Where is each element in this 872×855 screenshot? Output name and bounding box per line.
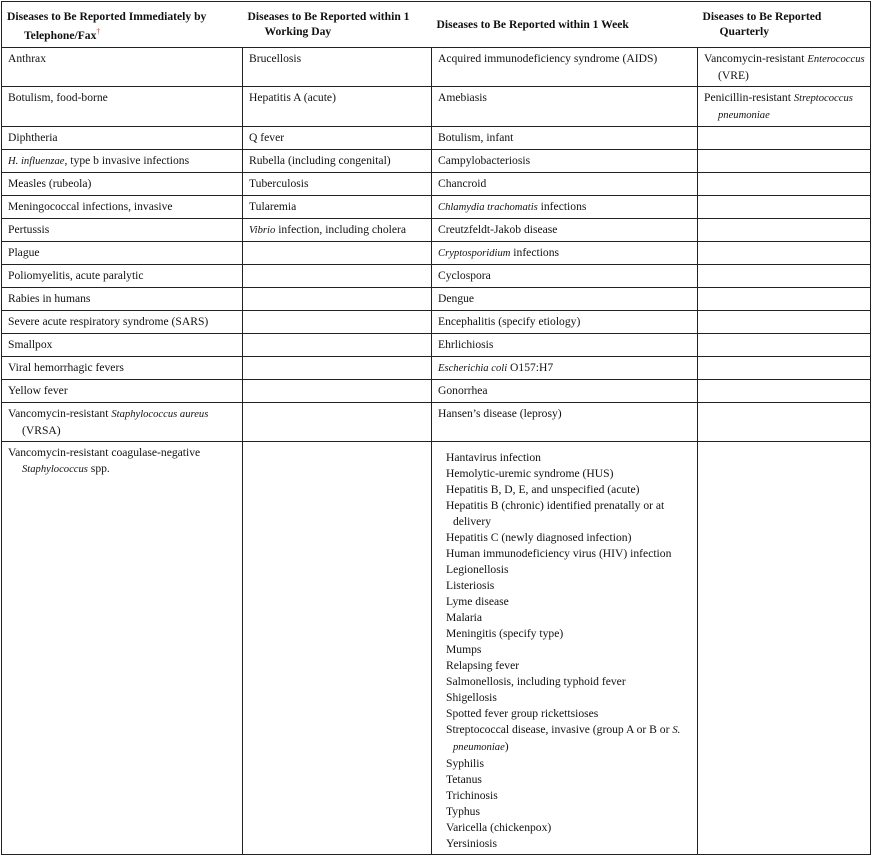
disease-text: Pertussis — [8, 222, 50, 236]
disease-text: Gonorrhea — [438, 383, 488, 397]
cell-col-3 — [432, 47, 698, 86]
disease-text: spp. — [87, 461, 110, 475]
table-row — [2, 195, 871, 218]
table-row — [2, 86, 871, 126]
table-row — [2, 356, 871, 379]
header-row — [2, 2, 871, 48]
disease-name — [8, 445, 237, 478]
disease-text: Cyclospora — [438, 268, 491, 282]
disease-text: O157:H7 — [507, 360, 554, 374]
table-row — [2, 287, 871, 310]
cell-col-2 — [243, 47, 432, 86]
disease-text: Mumps — [446, 642, 482, 656]
cell-col-4 — [698, 47, 871, 86]
disease-name — [249, 222, 426, 239]
cell-col-1 — [2, 379, 243, 402]
table-row — [2, 241, 871, 264]
disease-text: Syphilis — [446, 756, 485, 770]
list-item — [446, 642, 692, 658]
disease-text: Ehrlichiosis — [438, 337, 494, 351]
cell-col-4 — [698, 356, 871, 379]
cell-col-3 — [432, 356, 698, 379]
cell-col-3 — [432, 172, 698, 195]
disease-text: Creutzfeldt-Jakob disease — [438, 222, 558, 236]
disease-text: Measles (rubeola) — [8, 176, 92, 190]
cell-col-3 — [432, 264, 698, 287]
cell-col-1 — [2, 333, 243, 356]
header-text: Diseases to Be Reported Immediately by Telephone/Fax — [7, 10, 207, 42]
disease-name — [704, 51, 865, 84]
disease-text: Smallpox — [8, 337, 53, 351]
disease-name — [438, 268, 692, 284]
list-item — [446, 706, 692, 722]
footnote-dagger: † — [96, 27, 101, 36]
cell-col-1 — [2, 241, 243, 264]
list-item — [446, 498, 692, 530]
cell-col-2 — [243, 218, 432, 241]
header-text: Diseases to Be Reported within 1 Week — [436, 17, 629, 31]
cell-col-1 — [2, 86, 243, 126]
disease-name — [446, 756, 692, 772]
disease-name — [446, 642, 692, 658]
disease-text: , type b invasive infections — [64, 153, 190, 167]
cell-col-3 — [432, 218, 698, 241]
disease-text: (VRE) — [718, 68, 749, 82]
disease-text: Lyme disease — [446, 594, 509, 608]
disease-name — [446, 610, 692, 626]
cell-col-3 — [432, 310, 698, 333]
disease-name — [8, 314, 237, 330]
disease-name — [446, 594, 692, 610]
disease-text: Typhus — [446, 804, 480, 818]
cell-col-1 — [2, 310, 243, 333]
disease-text: Malaria — [446, 610, 483, 624]
cell-col-1 — [2, 172, 243, 195]
disease-name — [438, 337, 692, 353]
header-1-working-day — [243, 2, 432, 48]
list-item — [446, 610, 692, 626]
cell-col-3 — [432, 333, 698, 356]
disease-text: Hepatitis B, D, E, and unspecified (acute) — [446, 482, 640, 496]
disease-text: Diphtheria — [8, 130, 58, 144]
disease-name — [8, 291, 237, 307]
list-item — [446, 804, 692, 820]
disease-text: Poliomyelitis, acute paralytic — [8, 268, 144, 282]
cell-col-4 — [698, 172, 871, 195]
disease-name — [446, 658, 692, 674]
organism-name: Escherichia coli — [438, 362, 508, 374]
disease-name — [438, 406, 692, 422]
cell-col-1 — [2, 218, 243, 241]
cell-col-3 — [432, 86, 698, 126]
list-item — [446, 674, 692, 690]
reportable-diseases-table — [1, 1, 871, 855]
disease-name — [446, 626, 692, 642]
disease-text: Vancomycin-resistant coagulase-negative — [8, 445, 201, 459]
list-item — [446, 820, 692, 836]
list-item — [446, 722, 692, 756]
disease-name — [446, 546, 692, 562]
disease-text: Hepatitis A (acute) — [249, 90, 336, 104]
organism-name: Staphylococcus — [22, 463, 88, 475]
cell-col-4 — [698, 149, 871, 172]
cell-col-4 — [698, 241, 871, 264]
cell-col-1 — [2, 356, 243, 379]
disease-text: Rabies in humans — [8, 291, 91, 305]
disease-text: Hemolytic-uremic syndrome (HUS) — [446, 466, 614, 480]
disease-name — [446, 820, 692, 836]
cell-col-1 — [2, 264, 243, 287]
list-item — [446, 772, 692, 788]
disease-name — [446, 722, 692, 756]
disease-text: Dengue — [438, 291, 475, 305]
list-item — [446, 658, 692, 674]
cell-col-1 — [2, 402, 243, 441]
disease-name — [438, 51, 692, 67]
disease-name — [446, 450, 692, 466]
cell-col-1 — [2, 126, 243, 149]
table-row — [2, 126, 871, 149]
organism-name: Staphylococcus aureus — [111, 408, 209, 420]
cell-col-3 — [432, 287, 698, 310]
disease-text: Shigellosis — [446, 690, 497, 704]
disease-name — [249, 90, 426, 106]
list-item — [446, 482, 692, 498]
disease-name — [8, 176, 237, 192]
disease-name — [438, 90, 692, 106]
disease-text: Vancomycin-resistant — [8, 406, 112, 420]
disease-text: Amebiasis — [438, 90, 487, 104]
cell-col-2 — [243, 356, 432, 379]
cell-col-2 — [243, 195, 432, 218]
header-quarterly — [698, 2, 871, 48]
organism-name: Vibrio — [249, 224, 276, 236]
cell-col-1 — [2, 287, 243, 310]
disease-name — [8, 222, 237, 238]
disease-text: Brucellosis — [249, 51, 302, 65]
disease-name — [249, 130, 426, 146]
cell-col-2 — [243, 149, 432, 172]
list-item — [446, 626, 692, 642]
disease-text: Hepatitis C (newly diagnosed infection) — [446, 530, 632, 544]
disease-text: Spotted fever group rickettsioses — [446, 706, 599, 720]
cell-col-3 — [432, 126, 698, 149]
cell-col-2 — [243, 402, 432, 441]
list-item — [446, 450, 692, 466]
list-item — [446, 756, 692, 772]
disease-list — [446, 450, 692, 852]
cell-col-2 — [243, 310, 432, 333]
cell-col-3 — [432, 379, 698, 402]
disease-name — [8, 90, 237, 106]
disease-name — [446, 562, 692, 578]
list-item — [446, 546, 692, 562]
disease-text: Encephalitis (specify etiology) — [438, 314, 581, 328]
cell-col-2 — [243, 172, 432, 195]
disease-name — [438, 153, 692, 169]
header-immediately — [2, 2, 243, 48]
disease-text: Campylobacteriosis — [438, 153, 531, 167]
disease-name — [8, 360, 237, 376]
disease-text: Relapsing fever — [446, 658, 520, 672]
disease-name — [8, 199, 237, 215]
disease-text: Vancomycin-resistant — [704, 51, 808, 65]
disease-text: Human immunodeficiency virus (HIV) infection — [446, 546, 672, 560]
disease-text: Botulism, infant — [438, 130, 514, 144]
disease-name — [8, 383, 237, 399]
disease-name — [8, 153, 237, 170]
cell-col-2 — [243, 86, 432, 126]
disease-text: Meningococcal infections, invasive — [8, 199, 173, 213]
disease-name — [438, 222, 692, 238]
disease-text: Streptococcal disease, invasive (group A or B or — [446, 722, 673, 736]
disease-text: Trichinosis — [446, 788, 498, 802]
cell-col-4 — [698, 195, 871, 218]
disease-name — [438, 360, 692, 377]
disease-name — [446, 690, 692, 706]
cell-col-3 — [432, 149, 698, 172]
disease-text: Tularemia — [249, 199, 297, 213]
disease-name — [438, 176, 692, 192]
cell-col-4 — [698, 402, 871, 441]
disease-name — [438, 314, 692, 330]
cell-col-2 — [243, 241, 432, 264]
cell-col-4 — [698, 218, 871, 241]
organism-name: Streptococcus pneumoniae — [718, 92, 853, 121]
list-item — [446, 836, 692, 852]
disease-name — [8, 337, 237, 353]
disease-text: Salmonellosis, including typhoid fever — [446, 674, 626, 688]
cell-col-2 — [243, 441, 432, 854]
disease-text: Hantavirus infection — [446, 450, 541, 464]
organism-name: Chlamydia trachomatis — [438, 201, 538, 213]
cell-col-3 — [432, 441, 698, 854]
table-row — [2, 47, 871, 86]
disease-text: Rubella (including congenital) — [249, 153, 391, 167]
disease-text: Plague — [8, 245, 40, 259]
disease-text: Meningitis (specify type) — [446, 626, 564, 640]
list-item — [446, 466, 692, 482]
disease-text: Viral hemorrhagic fevers — [8, 360, 124, 374]
disease-text: Botulism, food-borne — [8, 90, 108, 104]
list-item — [446, 594, 692, 610]
disease-text: Legionellosis — [446, 562, 509, 576]
cell-col-3 — [432, 195, 698, 218]
table-row — [2, 172, 871, 195]
disease-name — [249, 153, 426, 169]
cell-col-4 — [698, 379, 871, 402]
disease-name — [8, 51, 237, 67]
table-row — [2, 379, 871, 402]
organism-name: H. influenzae — [8, 155, 65, 167]
disease-name — [438, 130, 692, 146]
list-item — [446, 578, 692, 594]
disease-text: Hansen’s disease (leprosy) — [438, 406, 562, 420]
disease-name — [249, 176, 426, 192]
disease-name — [446, 836, 692, 852]
cell-col-1 — [2, 149, 243, 172]
disease-text: Yellow fever — [8, 383, 68, 397]
cell-col-2 — [243, 264, 432, 287]
table-row — [2, 441, 871, 854]
disease-name — [8, 245, 237, 261]
disease-text: (VRSA) — [22, 423, 61, 437]
disease-text: Listeriosis — [446, 578, 495, 592]
cell-col-2 — [243, 126, 432, 149]
disease-text: Acquired immunodeficiency syndrome (AIDS) — [438, 51, 658, 65]
disease-name — [704, 90, 865, 124]
table-row — [2, 402, 871, 441]
disease-name — [446, 530, 692, 546]
list-item — [446, 788, 692, 804]
cell-col-2 — [243, 333, 432, 356]
disease-name — [438, 199, 692, 216]
cell-col-4 — [698, 126, 871, 149]
disease-text: Yersiniosis — [446, 836, 498, 850]
disease-text: Severe acute respiratory syndrome (SARS) — [8, 314, 209, 328]
disease-name — [446, 706, 692, 722]
disease-name — [8, 406, 237, 439]
table-row — [2, 310, 871, 333]
list-item — [446, 530, 692, 546]
disease-name — [446, 466, 692, 482]
disease-name — [446, 482, 692, 498]
table-row — [2, 218, 871, 241]
disease-text: infections — [537, 199, 587, 213]
disease-name — [249, 51, 426, 67]
disease-text: infections — [510, 245, 560, 259]
disease-name — [438, 291, 692, 307]
cell-col-1 — [2, 441, 243, 854]
cell-col-3 — [432, 402, 698, 441]
disease-text: Penicillin-resistant — [704, 90, 794, 104]
organism-name: Cryptosporidium — [438, 247, 511, 259]
header-text: Diseases to Be Reported within 1 Working Day — [247, 10, 410, 38]
header-text: Diseases to Be Reported Quarterly — [702, 10, 822, 38]
list-item — [446, 690, 692, 706]
cell-col-3 — [432, 241, 698, 264]
table-row — [2, 333, 871, 356]
disease-text: Tuberculosis — [249, 176, 309, 190]
cell-col-4 — [698, 333, 871, 356]
disease-name — [8, 130, 237, 146]
cell-col-1 — [2, 47, 243, 86]
disease-text: Tetanus — [446, 772, 482, 786]
disease-name — [446, 788, 692, 804]
disease-name — [446, 578, 692, 594]
disease-name — [8, 268, 237, 284]
table-row — [2, 149, 871, 172]
list-item — [446, 562, 692, 578]
disease-text: Varicella (chickenpox) — [446, 820, 552, 834]
cell-col-4 — [698, 264, 871, 287]
cell-col-2 — [243, 379, 432, 402]
disease-text: Q fever — [249, 130, 285, 144]
cell-col-4 — [698, 287, 871, 310]
table-row — [2, 264, 871, 287]
cell-col-2 — [243, 287, 432, 310]
disease-name — [438, 245, 692, 262]
organism-name: Enterococcus — [807, 53, 865, 65]
organism-name: S. pneumoniae — [453, 724, 681, 753]
disease-name — [446, 498, 692, 530]
cell-col-4 — [698, 310, 871, 333]
disease-text: Hepatitis B (chronic) identified prenatally or at delivery — [446, 498, 665, 528]
disease-name — [446, 674, 692, 690]
disease-name — [438, 383, 692, 399]
disease-name — [249, 199, 426, 215]
cell-col-4 — [698, 441, 871, 854]
cell-col-1 — [2, 195, 243, 218]
disease-name — [446, 772, 692, 788]
header-1-week — [432, 2, 698, 48]
disease-text: infection, including cholera — [275, 222, 407, 236]
disease-text: ) — [504, 739, 509, 753]
disease-name — [446, 804, 692, 820]
disease-text: Chancroid — [438, 176, 487, 190]
cell-col-4 — [698, 86, 871, 126]
disease-text: Anthrax — [8, 51, 46, 65]
